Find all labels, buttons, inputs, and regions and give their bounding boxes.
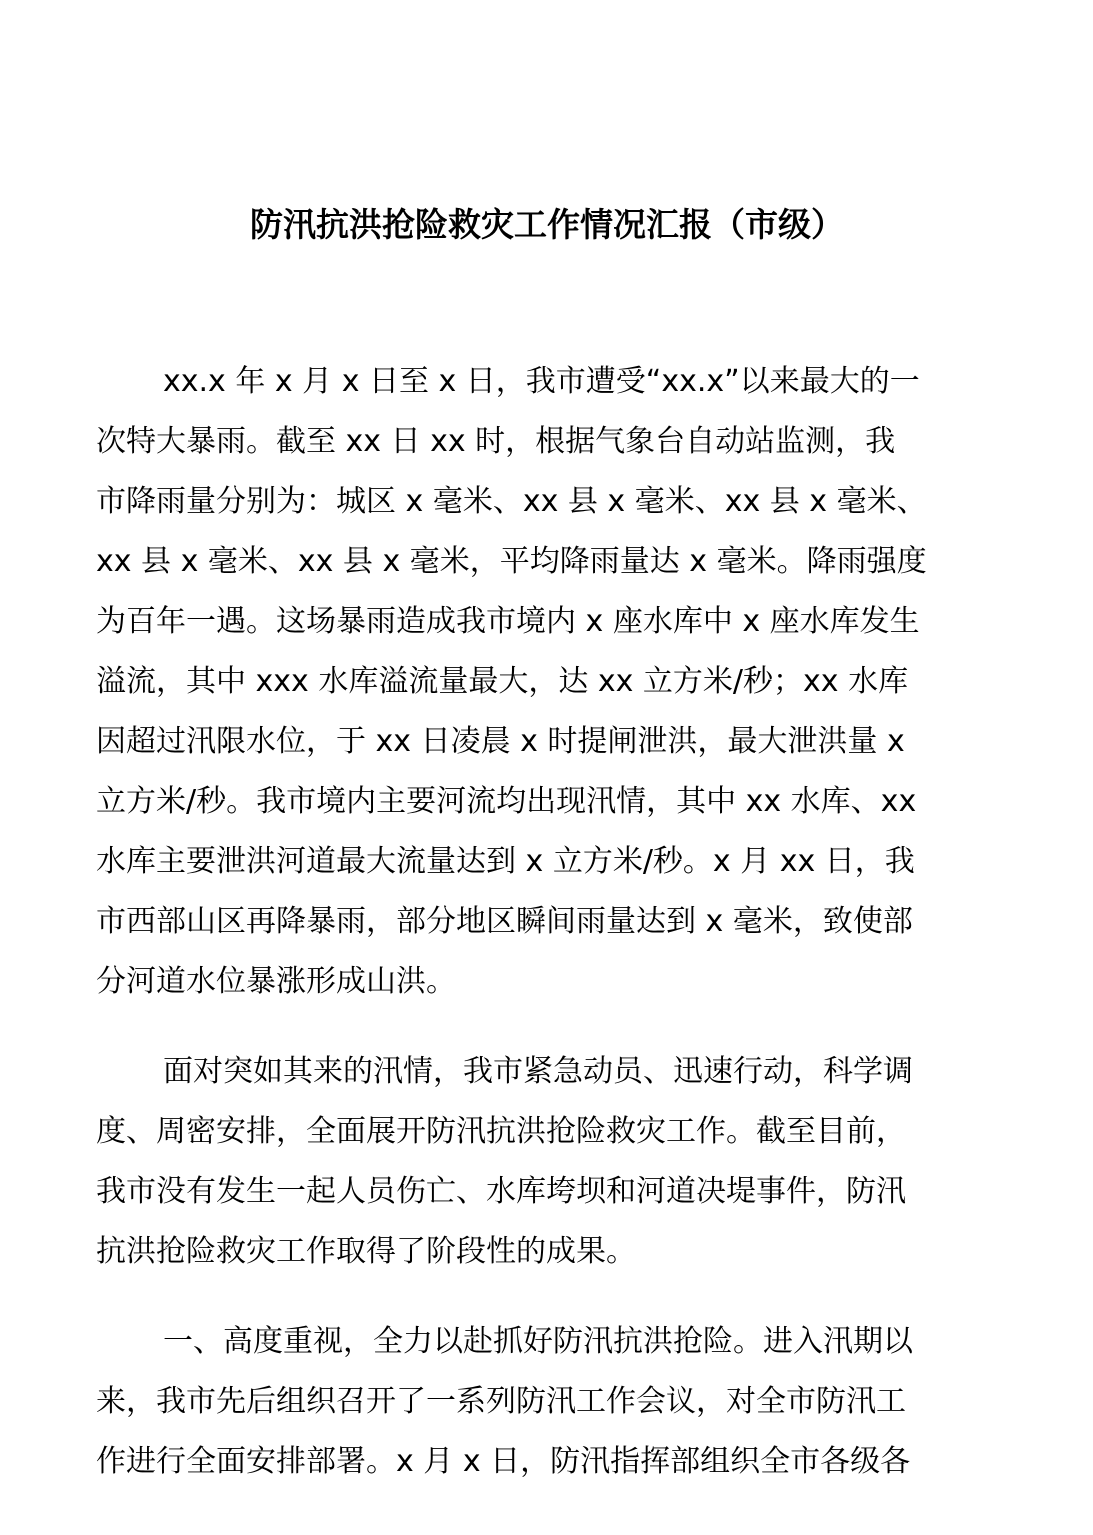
paragraph-line: 一、高度重视，全力以赴抓好防汛抗洪抢险。进入汛期以 bbox=[163, 1324, 913, 1359]
paragraph-line: 作进行全面安排部署。x 月 x 日，防汛指挥部组织全市各级各 bbox=[96, 1444, 911, 1479]
paragraph-line: 面对突如其来的汛情，我市紧急动员、迅速行动，科学调 bbox=[163, 1054, 913, 1089]
paragraph-line: 溢流，其中 xxx 水库溢流量最大，达 xx 立方米/秒；xx 水库 bbox=[96, 664, 909, 699]
paragraph-line: 分河道水位暴涨形成山洪。 bbox=[96, 964, 456, 999]
paragraph-line: 立方米/秒。我市境内主要河流均出现汛情，其中 xx 水库、xx bbox=[96, 784, 917, 819]
paragraph-spacer bbox=[96, 1282, 1016, 1312]
paragraph-line: xx.x 年 x 月 x 日至 x 日，我市遭受“xx.x”以来最大的一 bbox=[163, 364, 920, 399]
paragraph-line: 因超过汛限水位，于 xx 日凌晨 x 时提闸泄洪，最大泄洪量 x bbox=[96, 724, 905, 759]
paragraph-line: 我市没有发生一起人员伤亡、水库垮坝和河道决堤事件，防汛 bbox=[96, 1174, 906, 1209]
paragraph-line: 水库主要泄洪河道最大流量达到 x 立方米/秒。x 月 xx 日，我 bbox=[96, 844, 915, 879]
document-body bbox=[96, 352, 1016, 1492]
paragraph-1 bbox=[96, 352, 1016, 1012]
paragraph-2 bbox=[96, 1042, 1016, 1282]
document-title: 防汛抗洪抢险救灾工作情况汇报（市级） bbox=[250, 205, 844, 244]
paragraph-line: 次特大暴雨。截至 xx 日 xx 时，根据气象台自动站监测，我 bbox=[96, 424, 896, 459]
paragraph-line: xx 县 x 毫米、xx 县 x 毫米，平均降雨量达 x 毫米。降雨强度 bbox=[96, 544, 927, 579]
paragraph-line: 为百年一遇。这场暴雨造成我市境内 x 座水库中 x 座水库发生 bbox=[96, 604, 920, 639]
paragraph-line: 来，我市先后组织召开了一系列防汛工作会议，对全市防汛工 bbox=[96, 1384, 906, 1419]
paragraph-line: 抗洪抢险救灾工作取得了阶段性的成果。 bbox=[96, 1234, 636, 1269]
paragraph-spacer bbox=[96, 1012, 1016, 1042]
paragraph-line: 度、周密安排，全面展开防汛抗洪抢险救灾工作。截至目前， bbox=[96, 1114, 906, 1149]
paragraph-line: 市西部山区再降暴雨，部分地区瞬间雨量达到 x 毫米，致使部 bbox=[96, 904, 913, 939]
paragraph-3 bbox=[96, 1312, 1016, 1492]
paragraph-line: 市降雨量分别为：城区 x 毫米、xx 县 x 毫米、xx 县 x 毫米、 bbox=[96, 484, 927, 519]
